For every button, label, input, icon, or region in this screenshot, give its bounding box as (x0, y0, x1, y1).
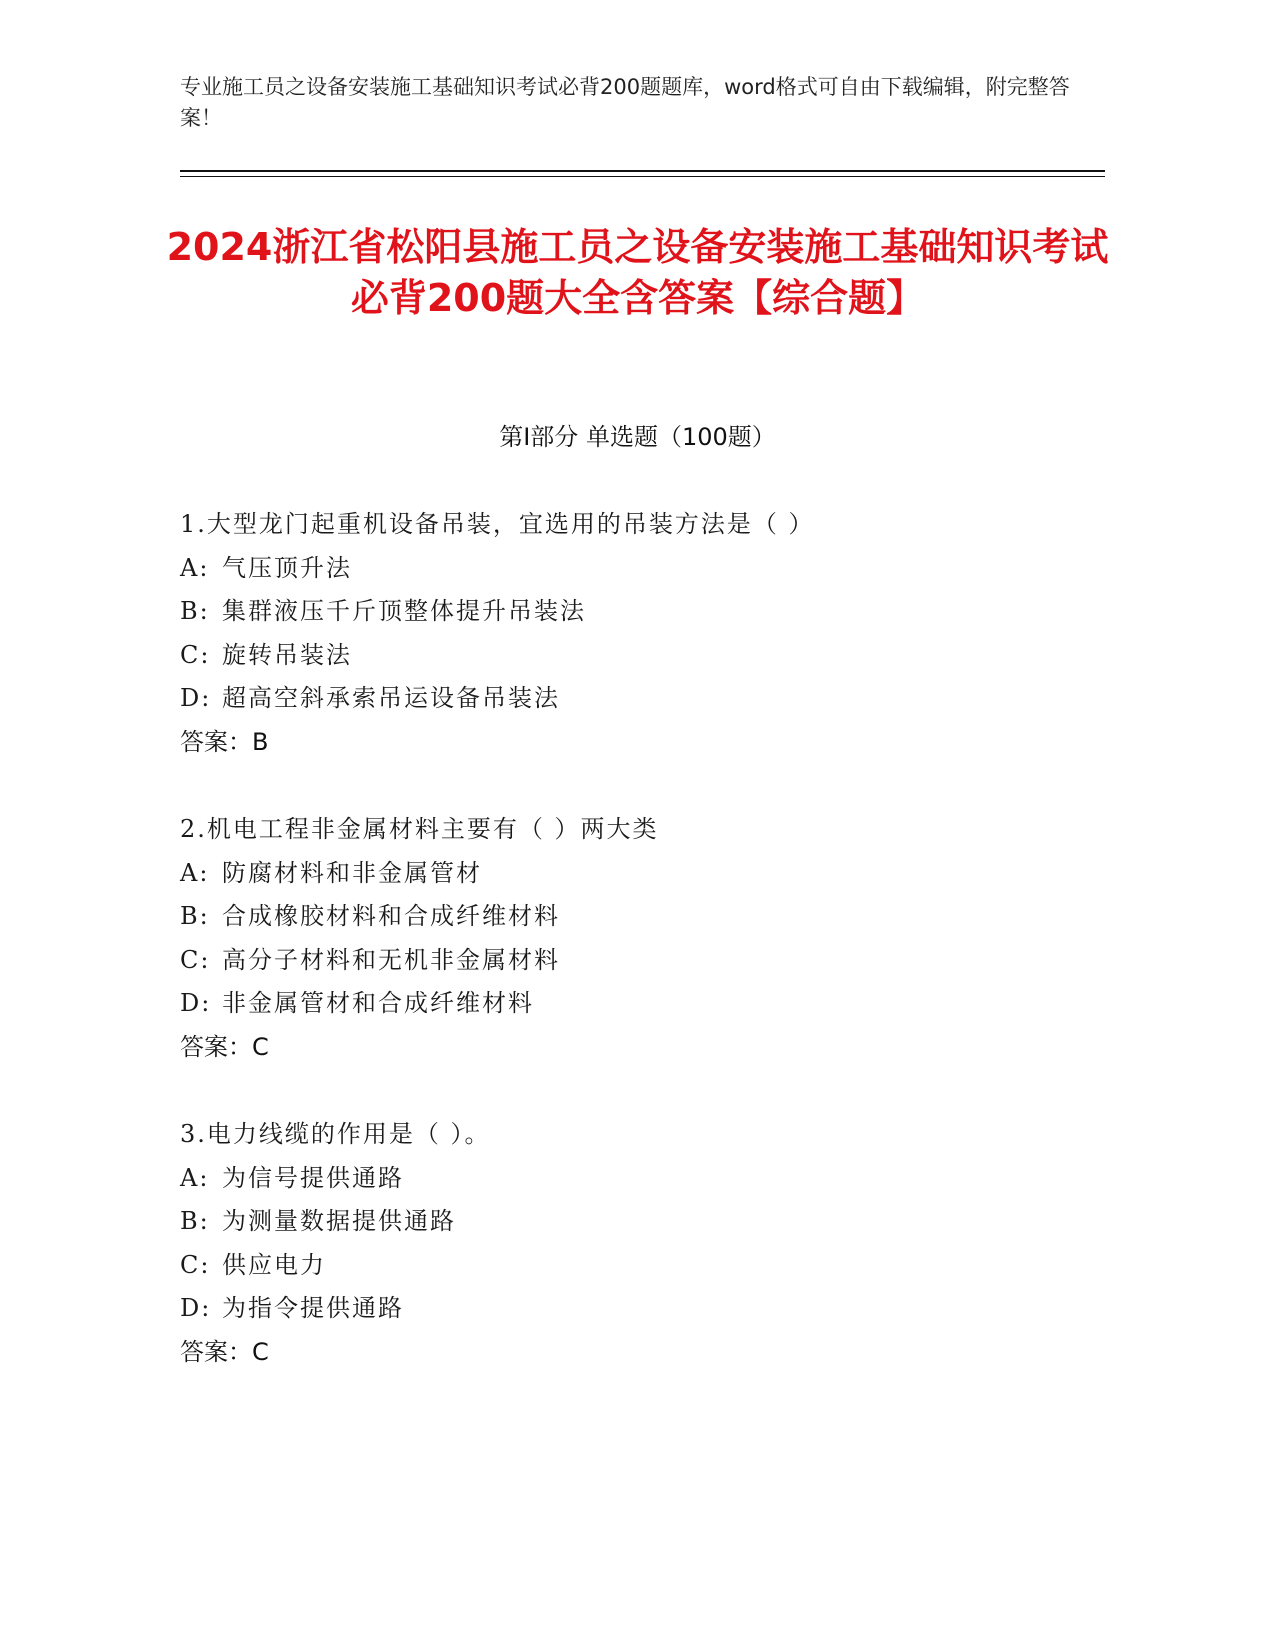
option-key: A: (180, 858, 210, 887)
option-b (180, 590, 1080, 634)
document-title: 2024浙江省松阳县施工员之设备安装施工基础知识考试必背200题大全含答案【综合题】 (166, 225, 1109, 320)
option-d (180, 677, 1080, 721)
option-text: 防腐材料和非金属管材 (222, 858, 482, 887)
option-key: D: (180, 684, 212, 712)
header-divider-thin (180, 176, 1105, 177)
option-d (180, 982, 1080, 1026)
option-b (180, 895, 1080, 939)
option-text: 合成橡胶材料和合成纤维材料 (222, 902, 560, 930)
answer: 答案：C (180, 1337, 269, 1366)
option-a (180, 852, 1080, 896)
question-stem: 1.大型龙门起重机设备吊装，宜选用的吊装方法是（ ） (180, 510, 815, 538)
question-stem: 2.机电工程非金属材料主要有（ ）两大类 (180, 815, 659, 843)
option-key: A: (180, 553, 210, 582)
option-a (180, 547, 1080, 591)
header-divider-thick (180, 170, 1105, 172)
option-a (180, 1157, 1080, 1201)
question-2 (180, 808, 1080, 1069)
option-text: 高分子材料和无机非金属材料 (222, 945, 560, 974)
option-c (180, 634, 1080, 678)
answer: 答案：C (180, 1032, 269, 1061)
option-key: A: (180, 1163, 210, 1192)
option-text: 旋转吊装法 (222, 640, 352, 669)
option-text: 集群液压千斤顶整体提升吊装法 (222, 597, 586, 625)
option-key: D: (180, 989, 212, 1017)
question-stem: 3.电力线缆的作用是（ ）。 (180, 1120, 491, 1148)
option-key: C: (180, 640, 211, 669)
option-key: D: (180, 1294, 212, 1322)
option-c (180, 939, 1080, 983)
option-text: 为信号提供通路 (222, 1163, 404, 1192)
option-text: 非金属管材和合成纤维材料 (222, 989, 534, 1017)
option-key: B: (180, 902, 210, 930)
option-key: B: (180, 1207, 210, 1235)
option-d (180, 1287, 1080, 1331)
question-1 (180, 503, 1080, 764)
option-key: C: (180, 1250, 211, 1279)
header-note: 专业施工员之设备安装施工基础知识考试必背200题题库，word格式可自由下载编辑，附完整答案！ (180, 75, 1070, 130)
answer: 答案：B (180, 727, 269, 756)
option-text: 气压顶升法 (222, 553, 352, 582)
option-text: 供应电力 (222, 1250, 326, 1279)
option-text: 超高空斜承索吊运设备吊装法 (222, 684, 560, 712)
option-b (180, 1200, 1080, 1244)
section-title: 第Ⅰ部分 单选题（100题） (499, 423, 776, 451)
question-3 (180, 1113, 1080, 1374)
option-key: C: (180, 945, 211, 974)
option-text: 为测量数据提供通路 (222, 1207, 456, 1235)
option-key: B: (180, 597, 210, 625)
option-text: 为指令提供通路 (222, 1294, 404, 1322)
option-c (180, 1244, 1080, 1288)
